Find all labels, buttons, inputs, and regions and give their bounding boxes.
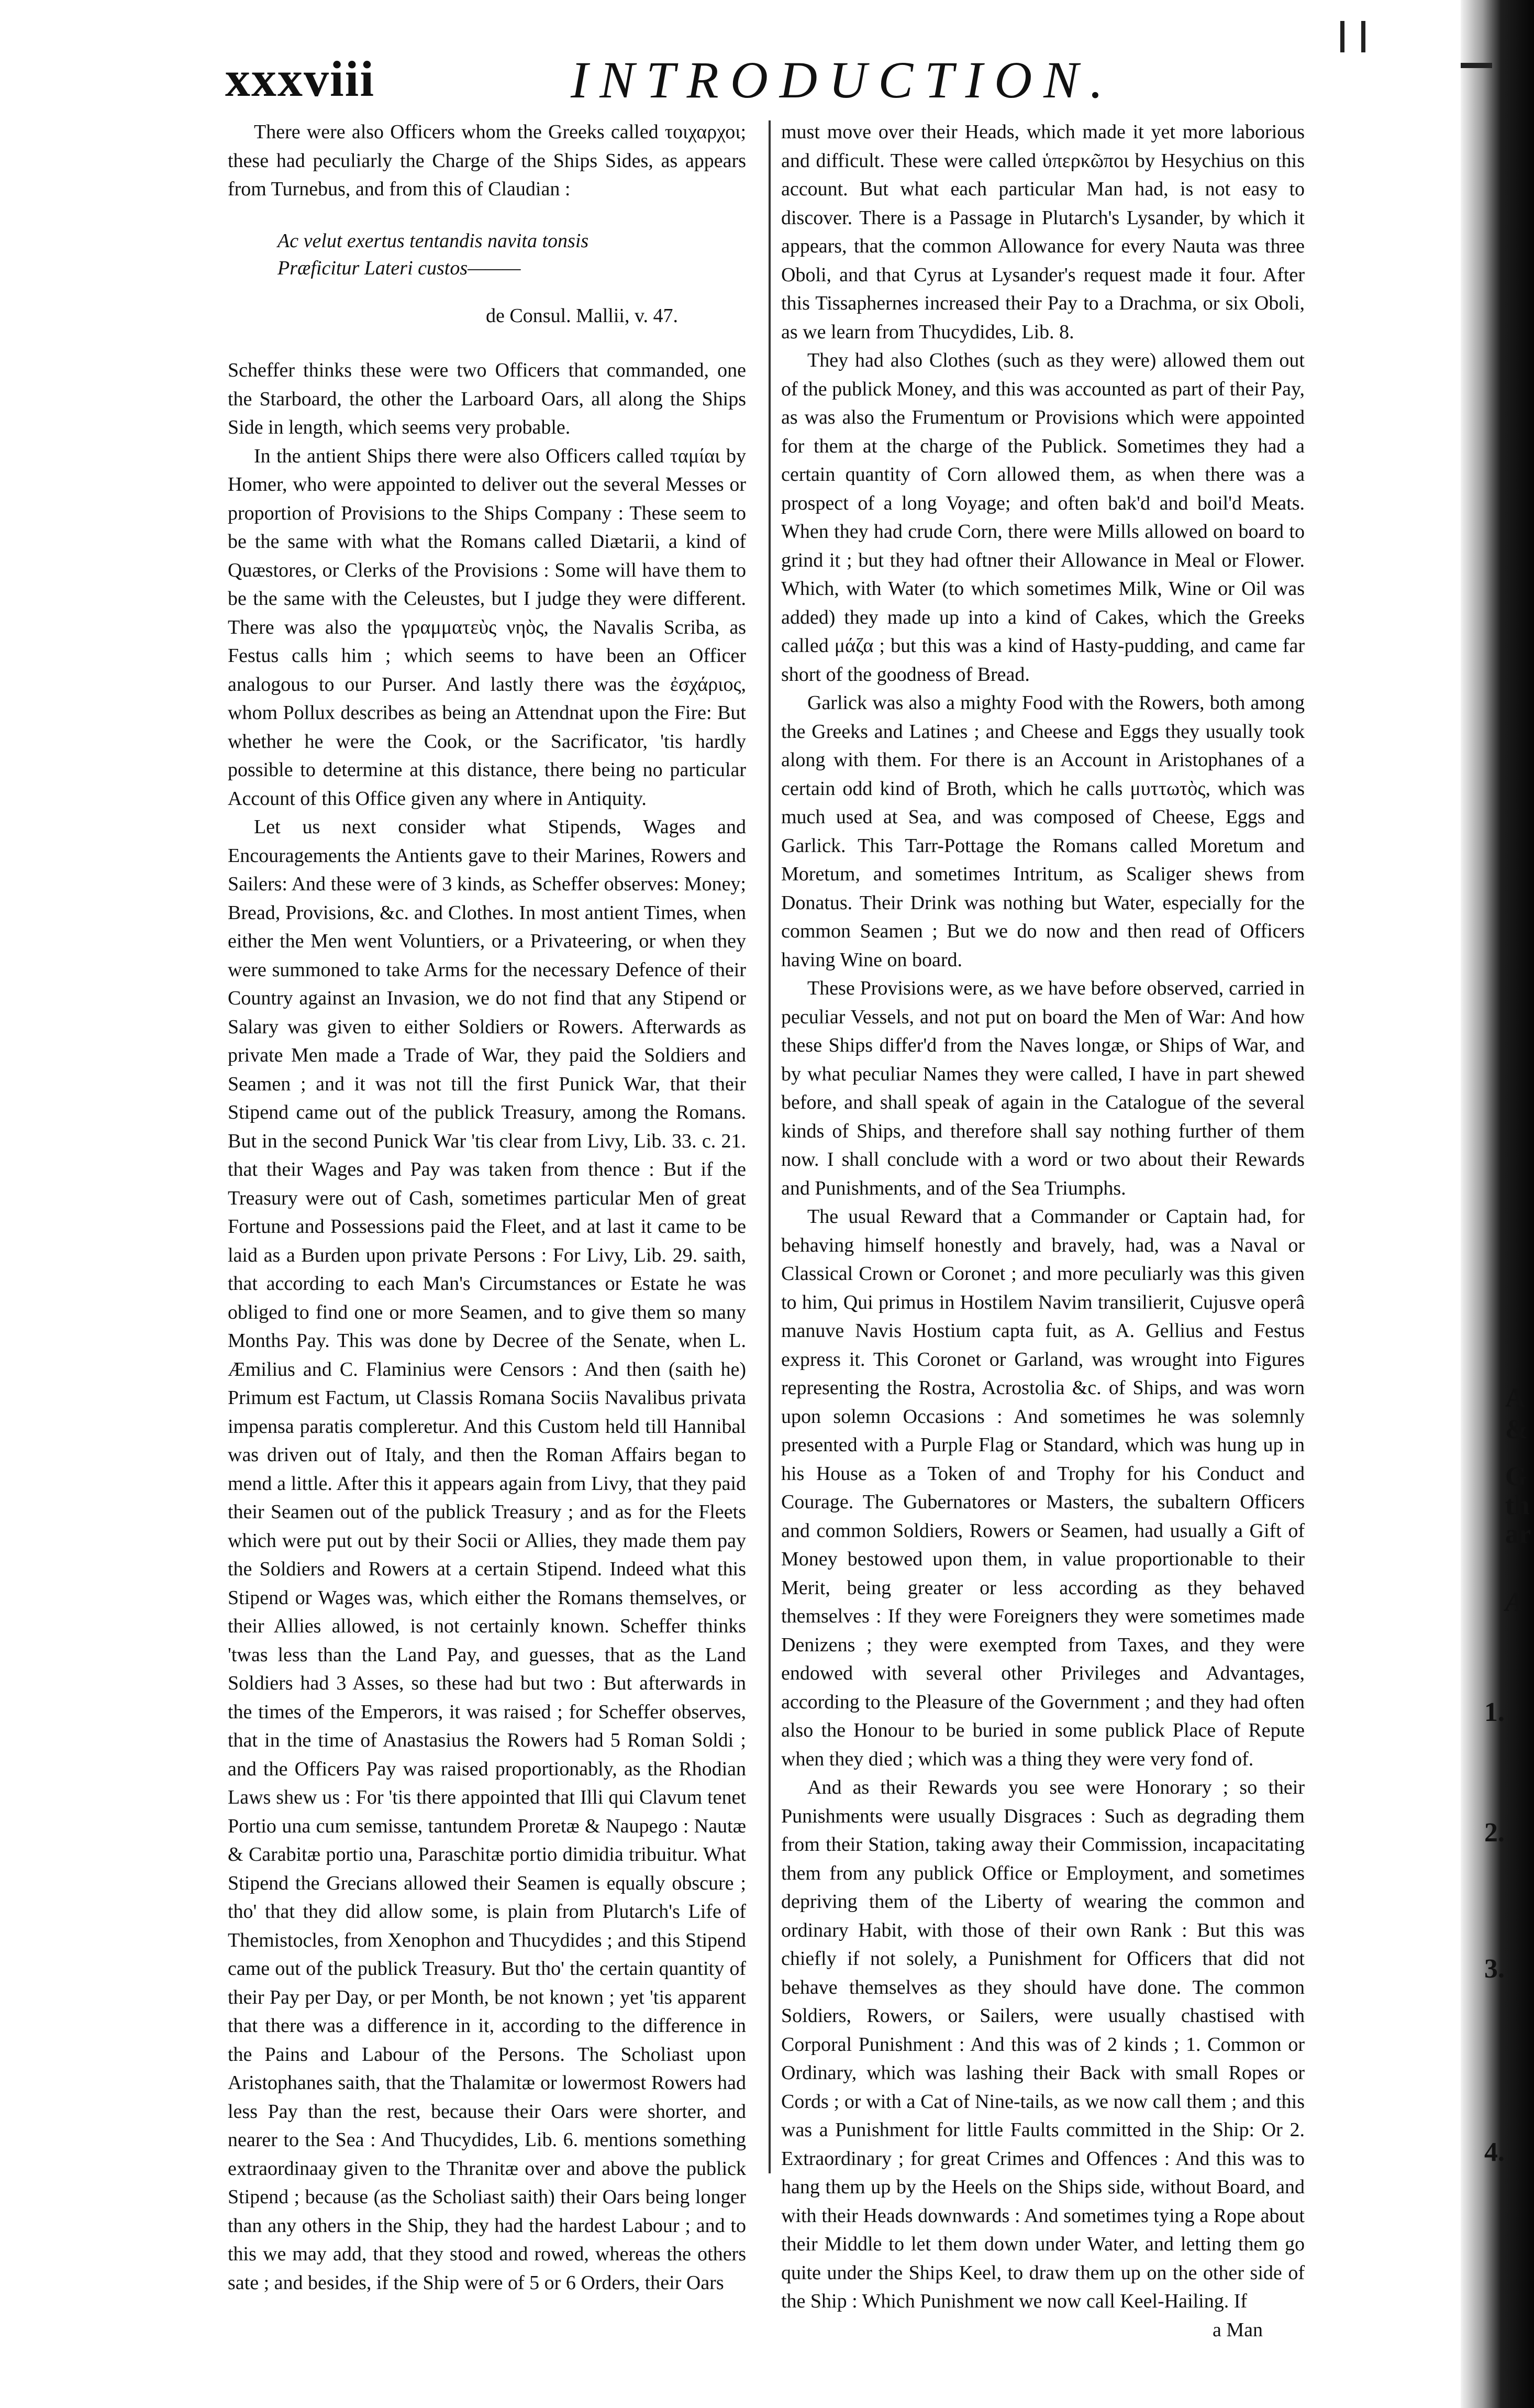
paragraph-provisions: These Provisions were, as we have before observed, carried in peculiar Vessels, and not put on board the Men of War: And how these Ships differ'd from the Naves longæ, or Ships of War, and by what peculiar Names they were called, I have in part shewed before, and shall speak of again in the Catalogue of the several kinds of Ships, and therefore shall say nothing further of them now. I shall conclude with a word or two about their Rewards and Punishments, and of the Sea Triumphs. (781, 977, 1305, 1199)
paragraph-punishments: And as their Rewards you see were Honorary ; so their Punishments were usually Disgraces : Such as degrading them from their Station, taking away their Commission, incapacitating them from any publick Office or Employment, and sometimes depriving them of the Liberty of wearing the common and ordinary Habit, with those of their own Rank : But this was chiefly if not solely, a Punishment for Officers that did not behave themselves as they should have done. The common Soldiers, Rowers, or Sailers, were usually chastised with Corporal Punishment : And this was of 2 kinds ; 1. Common or Ordinary, which was lashing their Back with small Ropes or Cords ; or with a Cat of Nine-tails, as we now call them ; and this was a Punishment for little Faults committed in the Ship: Or 2. Extraordinary ; for great Crimes and Offences : And this was to hang them up by the Heels on the Ships side, without Board, and with their Heads downwards : And sometimes tying a Rope about their Middle to let them down under Water, and letting them go quite under the Ships Keel, to draw them up on the other side of the Ship : Which Punishment we now call Keel-Hailing. If (781, 1776, 1305, 2312)
claudian-verse (277, 227, 746, 282)
paragraph-clothes: They had also Clothes (such as they were) allowed them out of the publick Money, and this was accounted as part of their Pay, as was also the Frumentum or Provisions which were appointed for them at the charge of the Publick. Sometimes they had a certain quantity of Corn allowed them, as when there was a prospect of a long Voyage; and often bak'd and boil'd Meats. When they had crude Corn, there were Mills allowed on board to grind it ; but they had oftner their Allowance in Meal or Flower. Which, with Water (to which sometimes Milk, Wine or Oil was added) they made up into a kind of Cakes, which the Greeks called μάζα ; but this was a kind of Hasty-pudding, and came far short of the goodness of Bread. (781, 349, 1305, 686)
verse-line: Præficitur Lateri custos——— (277, 257, 521, 279)
running-title: INTRODUCTION. (571, 51, 1115, 109)
adjacent-page-fragment: 4. (1484, 2137, 1505, 2167)
paragraph-oars: must move over their Heads, which made it yet more laborious and difficult. These were called ὑπερκῶποι by Hesychius on this account. But what each particular Man had, is not easy to discover. There is a Passage in Plutarch's Lysander, by which it appears, that the common Allowance for every Nauta was three Oboli, and that Cyrus at Lysander's request made it four. After this Tissaphernes increased their Pay to a Drachma, or six Oboli, as we learn from Thucydides, Lib. 8. (781, 121, 1305, 343)
adjacent-page-fragment: 1. (1484, 1697, 1505, 1727)
adjacent-page-fragment: A (1505, 1383, 1525, 1413)
edge-mark (1361, 21, 1365, 52)
right-column (781, 118, 1305, 2344)
left-column (228, 118, 746, 2297)
verse-line: Ac velut exertus tentandis navita tonsis (277, 229, 589, 252)
adjacent-page-fragment: ar (1505, 1519, 1531, 1549)
edge-mark (1340, 21, 1344, 52)
column-rule (769, 120, 771, 2173)
paragraph-garlick: Garlick was also a mighty Food with the Rowers, both among the Greeks and Latines ; and Cheese and Eggs they usually took along with them. For there is an Account in Aristophanes of a certain odd kind of Broth, which he calls μυττωτὸς, which was much used at Sea, and was composed of Cheese, Eggs and Garlick. This Tarr-Pottage the Romans called Moretum and Moretum, and sometimes Intritum, as Scaliger shews from Donatus. Their Drink was nothing but Water, especially for the common Seamen ; But we do now and then read of Officers having Wine on board. (781, 692, 1305, 971)
adjacent-page-fragment: th (1505, 1490, 1530, 1520)
page-number: xxxviii (225, 51, 375, 107)
adjacent-page-fragment: A (1505, 1587, 1524, 1617)
paragraph-toicharchoi: There were also Officers whom the Greeks called τοιχαρχοι; these had peculiarly the Charge of the Ships Sides, as appears from Turnebus, and from this of Claudian : (228, 121, 746, 200)
edge-mark (1461, 63, 1492, 68)
verse-citation: de Consul. Mallii, v. 47. (486, 304, 678, 327)
adjacent-page-fragment: 2. (1484, 1818, 1505, 1848)
paragraph-officers: In the antient Ships there were also Officers called ταμίαι by Homer, who were appointed to deliver out the several Messes or proportion of Provisions to the Ships Company : These seem to be the same with what the Romans called Diætarii, a kind of Quæstores, or Clerks of the Provisions : Some will have them to be the same with the Celeustes, but I judge they were different. There was also the γραμματεὺς νηὸς, the Navalis Scriba, as Festus calls him ; which seems to have been an Officer analogous to our Purser. And lastly there was the ἐσχάριος, whom Pollux describes as being an Attendnat upon the Fire: But whether he were the Cook, or the Sacrificator, 'tis hardly possible to determine at this distance, there being no particular Account of this Office given any where in Antiquity. (228, 445, 746, 810)
paragraph-stipends: Let us next consider what Stipends, Wages and Encouragements the Antients gave to their Marines, Rowers and Sailers: And these were of 3 kinds, as Scheffer observes: Money; Bread, Provisions, &c. and Clothes. In most antient Times, when either the Men went Voluntiers, or a Privateering, or when they were summoned to take Arms for the necessary Defence of their Country against an Invasion, we do not find that any Stipend or Salary was given to either Soldiers or Rowers. Afterwards as private Men made a Trade of War, they paid the Soldiers and Seamen ; and it was not till the first Punick War, that their Stipend came out of the publick Treasury, among the Romans. But in the second Punick War 'tis clear from Livy, Lib. 33. c. 21. that their Wages and Pay was taken from thence : But if the Treasury were out of Cash, sometimes particular Men of great Fortune and Possessions paid the Fleet, and at last it came to be laid as a Burden upon private Persons : For Livy, Lib. 29. saith, that according to each Man's Circumstances or Estate he was obliged to find one or more Seamen, and to give them so many Months Pay. This was done by Decree of the Senate, when L. Æmilius and C. Flaminius were Censors : And then (saith he) Primum est Factum, ut Classis Romana Sociis Navalibus privata impensa paratis compleretur. And this Custom held till Hannibal was driven out of Italy, and then the Roman Affairs began to mend a little. After this it appears again from Livy, that they paid their Seamen out of the publick Treasury ; and as for the Fleets which were put out by their Socii or Allies, they made them pay the Soldiers and Rowers at a certain Stipend. Indeed what this Stipend or Wages was, which either the Romans themselves, or their Allies allowed, is not certainly known. Scheffer thinks 'twas less than the Land Pay, and guesses, that as the Land Soldiers had 3 Asses, so these had but two : But afterwards in the times of the Emperors, it was raised ; for Scheffer observes, that in the time of Anastasius the Rowers had 5 Roman Soldi ; and the Officers Pay was raised proportionably, as the Rhodian Laws shew us : For 'tis there appointed that Illi qui Clavum tenet Portio una cum semisse, tantundem Proretæ & Naupego : Nautæ & Carabitæ portio una, Paraschitæ portio dimidia tribuitur. What Stipend the Grecians allowed their Seamen is equally obscure ; tho' that they did allow some, is plain from Plutarch's Life of Themistocles, from Xenophon and Thucydides ; and this Stipend came out of the publick Treasury. But tho' the certain quantity of their Pay per Day, or per Month, be not known ; yet 'tis apparent that there was a difference in it, according to the difference in the Pains and Labour of the Persons. The Scholiast upon Aristophanes saith, that the Thalamitæ or lowermost Rowers had less Pay than the rest, because their Oars were shorter, and nearer to the Sea : And Thucydides, Lib. 6. mentions something extraordinaay given to the Thranitæ over and above the publick Stipend ; because (as the Scholiast saith) their Oars being longer than any others in the Ship, they had the hardest Labour ; and to this we may add, that they stood and rowed, whereas the others sate ; and besides, if the Ship were of 5 or 6 Orders, their Oars (228, 816, 746, 2294)
catchword: a Man (1212, 2318, 1263, 2341)
paragraph-scheffer: Scheffer thinks these were two Officers that commanded, one the Starboard, the other the Larboard Oars, all along the Ships Side in length, which seems very probable. (228, 359, 746, 438)
paragraph-rewards: The usual Reward that a Commander or Captain had, for behaving himself honestly and bravely, had, was a Naval or Classical Crown or Coronet ; and more peculiarly was this given to him, Qui primus in Hostilem Navim transilierit, Cujusve operâ manuve Navis Hostium capta fuit, as A. Gellius and Festus express it. This Coronet or Garland, was wrought into Figures representing the Rostra, Acrostolia &c. of Ships, and was worn upon solemn Occasions : And sometimes he was solemnly presented with a Purple Flag or Standard, which was hung up in his House as a Token of and Trophy for his Conduct and Courage. The Gubernatores or Masters, the subaltern Officers and common Soldiers, Rowers or Seamen, had usually a Gift of Money bestowed upon them, in value proportionable to their Merit, being greater or less according as they behaved themselves : If they were Foreigners they were sometimes made Denizens ; they were exempted from Taxes, and they were endowed with several other Privileges and Advantages, according to the Pleasure of the Government ; and they had often also the Honour to be buried in some publick Place of Repute when they died ; which was a thing they were very fond of. (781, 1206, 1305, 1770)
adjacent-page-fragment: G (1505, 1462, 1527, 1492)
adjacent-page-edge (1461, 0, 1534, 2408)
adjacent-page-fragment: 3. (1484, 1954, 1505, 1984)
adjacent-page-fragment: & (1505, 1415, 1528, 1444)
